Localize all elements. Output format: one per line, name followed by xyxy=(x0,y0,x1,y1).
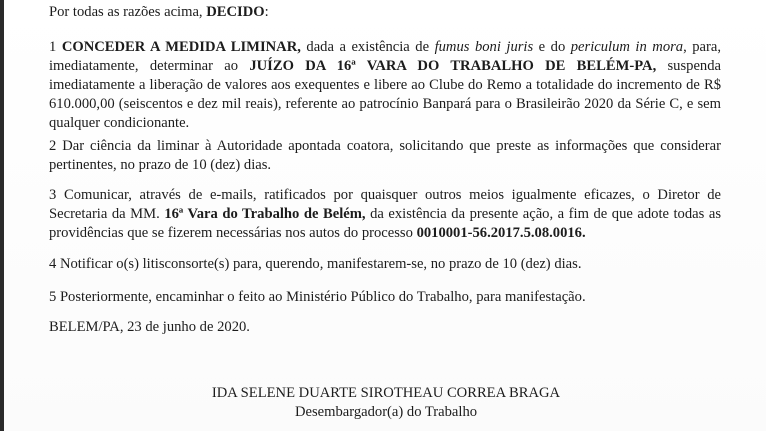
signatory-name: IDA SELENE DUARTE SIROTHEAU CORREA BRAGA xyxy=(211,385,561,401)
item-1-italic-fumus: fumus boni juris xyxy=(434,39,534,55)
signatory-title: Desembargador(a) do Trabalho xyxy=(294,404,478,420)
item-1-text-c: , para, imediatamente, determinar ao xyxy=(49,39,722,74)
item-1-italic-periculum: periculum in mora xyxy=(570,39,684,55)
intro-paragraph xyxy=(49,3,721,22)
decision-item-5: 5 Posteriormente, encaminhar o feito ao Ministério Público do Trabalho, para manifestação. xyxy=(49,289,586,305)
intro-colon: : xyxy=(264,4,269,20)
item-1-text-b: e do xyxy=(533,39,571,55)
decision-item-2: 2 Dar ciência da liminar à Autoridade apontada coatora, solicitando que preste as informações que considerar pertinentes, no prazo de 10 (dez) dias. xyxy=(49,138,721,173)
item-1-text-d: suspenda imediatamente a liberação de valores aos exequentes e libere ao Clube do Remo a totalidade do incremento de R$ 610.000,00 (seiscentos e dez mil reais), referente ao patrocínio Banpará para o Brasileirão 2020 da Série C, e sem qualquer condicionante. xyxy=(49,58,721,131)
item-3-text-a: 3 Comunicar, através de e-mails, ratificados por quaisquer outros meios igualmente eficazes, o Diretor de Secretaria da MM. xyxy=(49,187,721,222)
decision-item-3 xyxy=(49,186,721,243)
item-3-text-b: da existência da presente ação, a fim de que adote todas as providências que se fizerem necessárias nos autos do processo xyxy=(49,206,722,241)
item-3-bold-court: 16ª Vara do Trabalho de Belém, xyxy=(164,206,366,222)
left-edge-line xyxy=(0,0,4,431)
decido-heading: DECIDO xyxy=(206,4,265,20)
decision-item-1 xyxy=(49,38,721,133)
decision-item-4: 4 Notificar o(s) litisconsorte(s) para, querendo, manifestarem-se, no prazo de 10 (dez) dias. xyxy=(49,256,582,272)
place-and-date: BELEM/PA, 23 de junho de 2020. xyxy=(49,319,250,335)
intro-text: Por todas as razões acima, xyxy=(49,4,207,20)
item-3-process-number: 0010001-56.2017.5.08.0016. xyxy=(416,225,586,241)
item-1-bold-court: JUÍZO DA 16ª VARA DO TRABALHO DE BELÉM-PA, xyxy=(249,58,657,74)
item-1-number: 1 xyxy=(49,39,62,55)
item-1-text-a: dada a existência de xyxy=(300,39,435,55)
item-1-bold-order: CONCEDER A MEDIDA LIMINAR, xyxy=(61,39,301,55)
